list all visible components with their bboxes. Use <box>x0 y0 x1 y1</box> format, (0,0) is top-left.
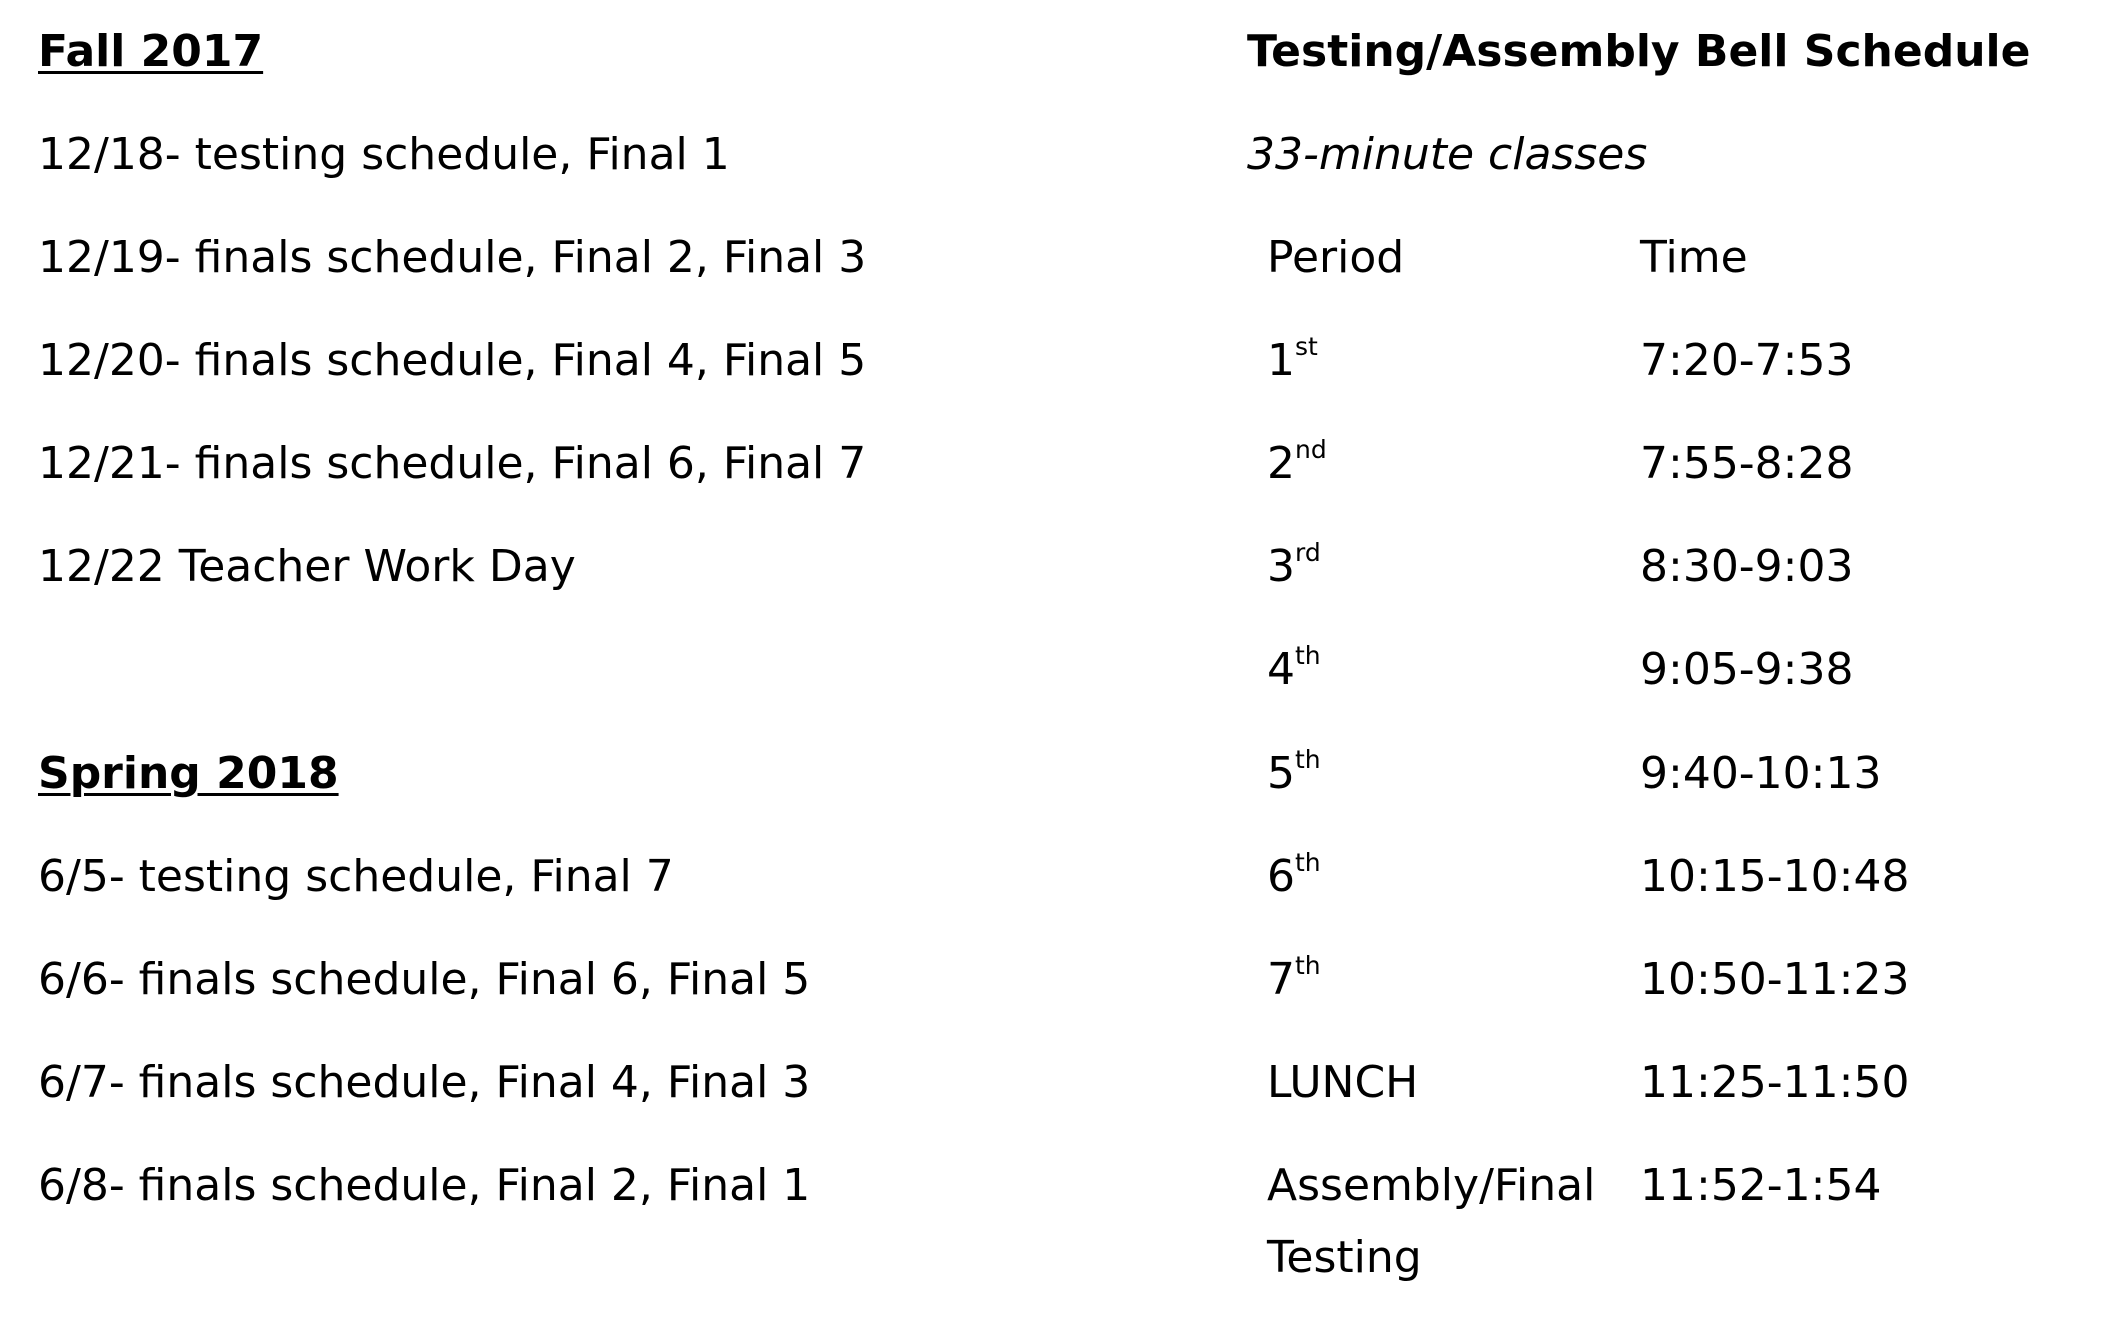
period-lunch: LUNCH <box>1267 1057 1419 1108</box>
spring-item-2: 6/6- finals schedule, Final 6, Final 5 <box>38 954 811 1005</box>
period-6-time: 10:15-10:48 <box>1640 851 1910 902</box>
period-2: 2nd <box>1267 435 1327 489</box>
fall-item-5: 12/22 Teacher Work Day <box>38 541 576 592</box>
spring-item-3: 6/7- finals schedule, Final 4, Final 3 <box>38 1057 811 1108</box>
fall-item-4: 12/21- finals schedule, Final 6, Final 7 <box>38 438 867 489</box>
period-1-time: 7:20-7:53 <box>1640 335 1854 386</box>
period-4: 4th <box>1267 641 1321 695</box>
fall-item-3: 12/20- finals schedule, Final 4, Final 5 <box>38 335 867 386</box>
period-column-header: Period <box>1267 232 1405 283</box>
period-3: 3rd <box>1267 538 1321 592</box>
period-7: 7th <box>1267 951 1321 1005</box>
period-2-time: 7:55-8:28 <box>1640 438 1854 489</box>
period-4-time: 9:05-9:38 <box>1640 644 1854 695</box>
spring-item-1: 6/5- testing schedule, Final 7 <box>38 851 674 902</box>
period-5-time: 9:40-10:13 <box>1640 748 1882 799</box>
period-1: 1st <box>1267 332 1318 386</box>
period-6: 6th <box>1267 848 1321 902</box>
fall-2017-heading: Fall 2017 <box>38 26 264 77</box>
bell-schedule-subtitle: 33-minute classes <box>1247 129 1648 180</box>
fall-item-2: 12/19- finals schedule, Final 2, Final 3 <box>38 232 867 283</box>
spring-2018-heading: Spring 2018 <box>38 748 339 799</box>
period-lunch-time: 11:25-11:50 <box>1640 1057 1910 1108</box>
bell-schedule-title: Testing/Assembly Bell Schedule <box>1247 26 2031 77</box>
fall-item-1: 12/18- testing schedule, Final 1 <box>38 129 730 180</box>
period-3-time: 8:30-9:03 <box>1640 541 1854 592</box>
period-assembly-time: 11:52-1:54 <box>1640 1160 1882 1211</box>
time-column-header: Time <box>1640 232 1748 283</box>
period-7-time: 10:50-11:23 <box>1640 954 1910 1005</box>
period-assembly-final-testing: Assembly/Final Testing <box>1267 1160 1596 1283</box>
period-5: 5th <box>1267 745 1321 799</box>
spring-item-4: 6/8- finals schedule, Final 2, Final 1 <box>38 1160 811 1211</box>
